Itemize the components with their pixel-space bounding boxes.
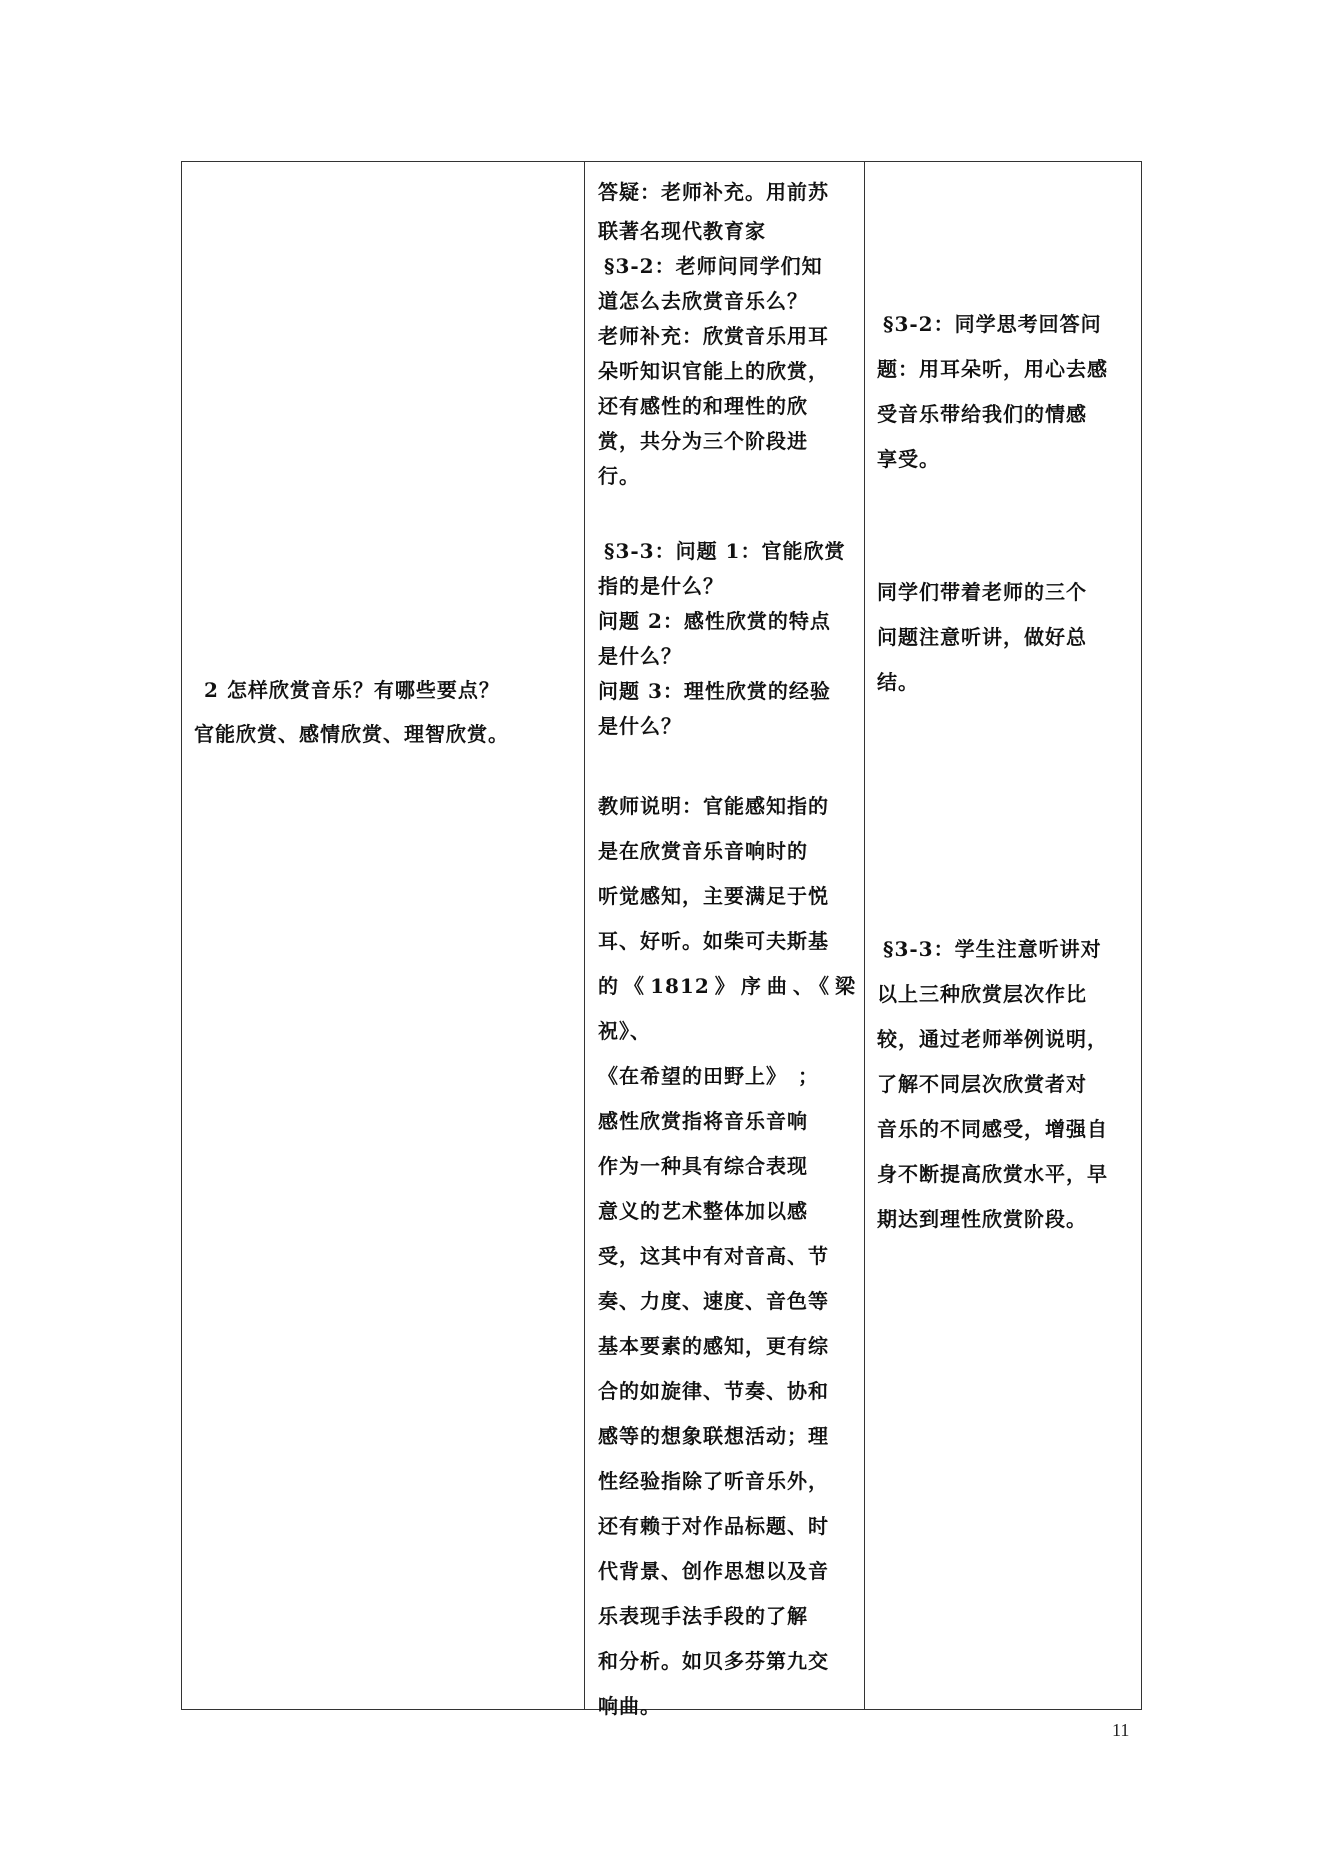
teacher-explanation-line: 意义的艺术整体加以感 [598, 1199, 808, 1223]
student-s32-line: 享受。 [877, 447, 940, 471]
table-column-teacher-activity [585, 162, 865, 1718]
page-number: 11 [1112, 1720, 1130, 1740]
teacher-explanation-line: 感等的想象联想活动；理 [598, 1424, 829, 1448]
teacher-activity-text [598, 170, 856, 1729]
spacer [598, 744, 856, 784]
teacher-s32-line: 赏，共分为三个阶段进 [598, 429, 808, 453]
teacher-explanation-block [598, 784, 856, 1729]
content-topic [194, 668, 574, 756]
teacher-s32-line: 行。 [598, 464, 640, 488]
content-answer: 官能欣赏、感情欣赏、理智欣赏。 [194, 722, 509, 746]
lesson-plan-table [181, 161, 1142, 1718]
student-s33-line: 身不断提高欣赏水平，早 [877, 1162, 1108, 1186]
student-listen-block [877, 570, 1127, 705]
teacher-explanation-line: 性经验指除了听音乐外， [598, 1469, 829, 1493]
teacher-explanation-line: 是在欣赏音乐音响时的 [598, 839, 808, 863]
student-s33-line: 期达到理性欣赏阶段。 [877, 1207, 1087, 1231]
student-s32-line: §3-2：同学思考回答问 [883, 312, 1102, 336]
content-question: 2 怎样欣赏音乐？有哪些要点？ [204, 678, 500, 702]
teacher-s33-line: 指的是什么？ [598, 574, 724, 598]
teacher-explanation-line: 响曲。 [598, 1694, 661, 1718]
teacher-explanation-line: 《在希望的田野上》 ； [598, 1064, 819, 1088]
teacher-s32-line: 老师补充：欣赏音乐用耳 [598, 324, 829, 348]
teacher-s33-block [598, 534, 856, 744]
student-s33-line: 以上三种欣赏层次作比 [877, 982, 1087, 1006]
table-column-content [182, 162, 585, 1709]
teacher-explanation-line: 基本要素的感知，更有综 [598, 1334, 829, 1358]
teacher-s33-line: 是什么？ [598, 644, 682, 668]
student-s33-line: 音乐的不同感受，增强自 [877, 1117, 1108, 1141]
student-listen-line: 结。 [877, 670, 919, 694]
table-column-student-activity [865, 162, 1141, 1709]
teacher-explanation-line: 乐表现手法手段的了解 [598, 1604, 808, 1628]
student-listen-line: 同学们带着老师的三个 [877, 580, 1087, 604]
student-listen-line: 问题注意听讲，做好总 [877, 625, 1087, 649]
teacher-explanation-line: 奏、力度、速度、音色等 [598, 1289, 829, 1313]
teacher-explanation-line: 合的如旋律、节奏、协和 [598, 1379, 829, 1403]
teacher-s32-block [598, 249, 856, 494]
teacher-s32-line: 朵听知识官能上的欣赏， [598, 359, 829, 383]
answer-line-2: 联著名现代教育家 [598, 219, 766, 243]
student-s33-line: 较，通过老师举例说明， [877, 1027, 1108, 1051]
spacer [598, 494, 856, 534]
teacher-explanation-line: 作为一种具有综合表现 [598, 1154, 808, 1178]
teacher-explanation-line: 感性欣赏指将音乐音响 [598, 1109, 808, 1133]
teacher-s33-line: §3-3：问题 1：官能欣赏 [604, 539, 846, 563]
student-s32-line: 受音乐带给我们的情感 [877, 402, 1087, 426]
teacher-explanation-line: 教师说明：官能感知指的 [598, 794, 829, 818]
answer-line-1: 答疑：老师补充。用前苏 [598, 180, 829, 204]
teacher-s32-line: §3-2：老师问同学们知 [604, 254, 823, 278]
student-s33-line: 了解不同层次欣赏者对 [877, 1072, 1087, 1096]
teacher-explanation-line: 代背景、创作思想以及音 [598, 1559, 829, 1583]
student-s33-block [877, 927, 1127, 1242]
teacher-explanation-line: 还有赖于对作品标题、时 [598, 1514, 829, 1538]
teacher-s32-line: 还有感性的和理性的欣 [598, 394, 808, 418]
teacher-s32-line: 道怎么去欣赏音乐么？ [598, 289, 808, 313]
teacher-s33-line: 问题 3：理性欣赏的经验 [598, 679, 831, 703]
teacher-explanation-line: 受，这其中有对音高、节 [598, 1244, 829, 1268]
teacher-s33-line: 是什么？ [598, 714, 682, 738]
teacher-explanation-line: 听觉感知，主要满足于悦 [598, 884, 829, 908]
teacher-explanation-line: 和分析。如贝多芬第九交 [598, 1649, 829, 1673]
student-s32-line: 题：用耳朵听，用心去感 [877, 357, 1108, 381]
teacher-s33-line: 问题 2：感性欣赏的特点 [598, 609, 831, 633]
teacher-explanation-line: 耳、好听。如柴可夫斯基 [598, 929, 829, 953]
student-s32-block [877, 302, 1127, 482]
student-s33-line: §3-3：学生注意听讲对 [883, 937, 1102, 961]
teacher-explanation-line: 的《1812》序曲、《梁祝》、 [598, 974, 856, 1043]
